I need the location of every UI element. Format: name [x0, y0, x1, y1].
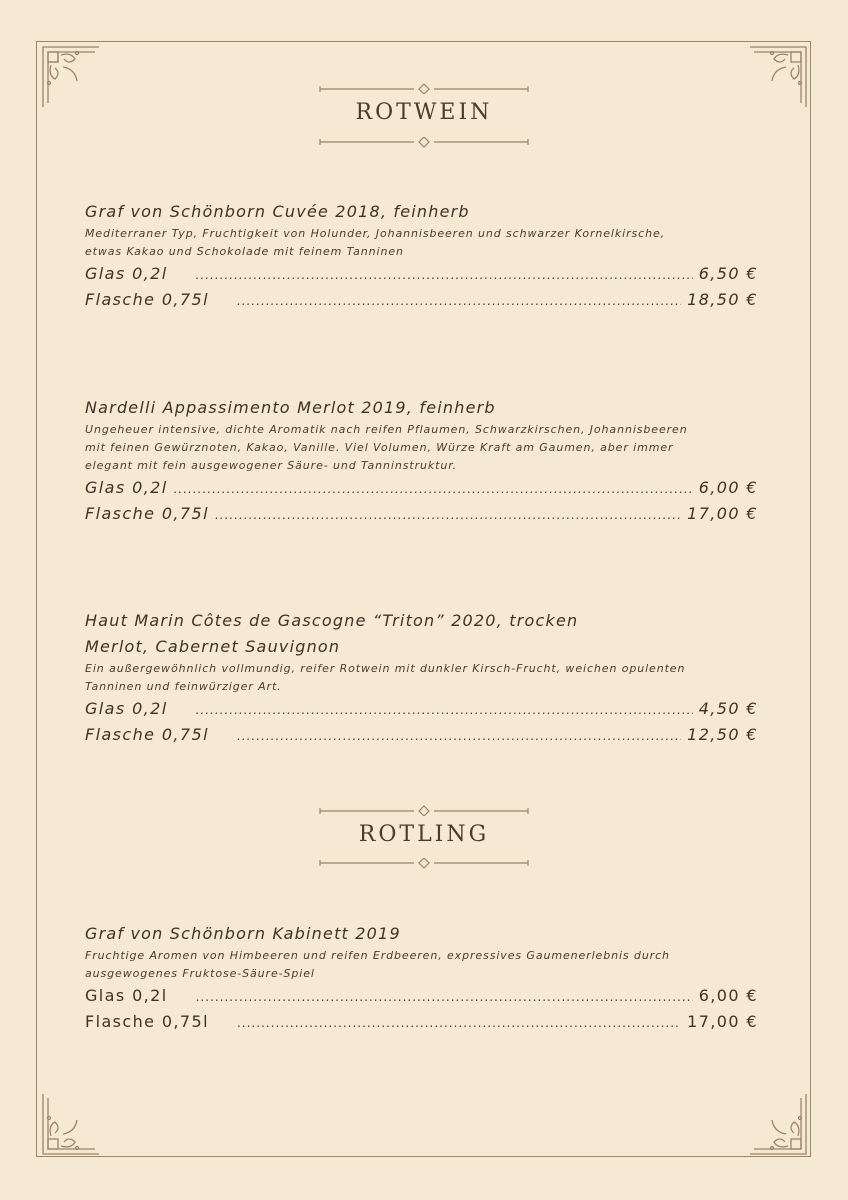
wine-name: Nardelli Appassimento Merlot 2019, feinherb [85, 398, 496, 417]
price-row-glass [85, 983, 758, 1009]
description-line: Tanninen und feinwürziger Art. [85, 680, 282, 693]
serving-label: Flasche 0,75l [85, 1012, 209, 1031]
wine-name: Haut Marin Côtes de Gascogne “Triton” 2020, trocken [85, 611, 579, 630]
wine-name: Graf von Schönborn Cuvée 2018, feinherb [85, 202, 470, 221]
price-row-bottle [85, 501, 758, 527]
price-value: 17,00 € [687, 504, 758, 523]
leader-dots [237, 288, 681, 314]
wine-description [85, 421, 765, 475]
serving-label: Glas 0,2l [85, 264, 168, 283]
wine-description [85, 660, 765, 696]
description-line: Mediterraner Typ, Fruchtigkeit von Holunder, Johannisbeeren und schwarzer Kornelkirsche, [85, 227, 666, 240]
description-line: Ein außergewöhnlich vollmundig, reifer Rotwein mit dunkler Kirsch-Frucht, weichen opulenten [85, 662, 686, 675]
serving-label: Glas 0,2l [85, 478, 168, 497]
serving-label: Flasche 0,75l [85, 290, 209, 309]
corner-ornament-bottom-right [746, 1090, 808, 1156]
leader-dots [196, 262, 693, 288]
section-title: ROTLING [358, 822, 490, 847]
divider-ornament-top [318, 804, 530, 816]
price-row-bottle [85, 722, 758, 748]
price-row-bottle [85, 1009, 758, 1035]
description-line: ausgewogenes Fruktose-Säure-Spiel [85, 967, 315, 980]
price-value: 4,50 € [698, 699, 758, 718]
serving-label: Glas 0,2l [85, 986, 168, 1005]
price-value: 6,00 € [698, 478, 758, 497]
price-value: 6,00 € [698, 986, 758, 1005]
divider-ornament-top [318, 82, 530, 94]
description-line: elegant mit fein ausgewogener Säure- und Tanninstruktur. [85, 459, 458, 472]
serving-label: Flasche 0,75l [85, 504, 209, 523]
price-row-glass [85, 696, 758, 722]
wine-description [85, 225, 765, 261]
description-line: mit feinen Gewürznoten, Kakao, Vanille. Viel Volumen, Würze Kraft am Gaumen, aber immer [85, 441, 674, 454]
wine-name: Graf von Schönborn Kabinett 2019 [85, 924, 401, 943]
leader-dots [237, 1010, 681, 1036]
description-line: Fruchtige Aromen von Himbeeren und reifen Erdbeeren, expressives Gaumenerlebnis durch [85, 949, 670, 962]
leader-dots [215, 502, 681, 528]
divider-ornament-bottom [318, 858, 530, 870]
leader-dots [237, 723, 681, 749]
section-title: ROTWEIN [355, 100, 493, 125]
wine-item [85, 395, 765, 527]
divider-ornament-bottom [318, 137, 530, 149]
wine-item [85, 199, 765, 313]
price-value: 6,50 € [698, 264, 758, 283]
wine-description [85, 947, 765, 983]
corner-ornament-bottom-left [41, 1090, 103, 1156]
price-value: 17,00 € [687, 1012, 758, 1031]
price-row-glass [85, 475, 758, 501]
serving-label: Flasche 0,75l [85, 725, 209, 744]
wine-item [85, 921, 765, 1035]
price-value: 18,50 € [687, 290, 758, 309]
description-line: Ungeheuer intensive, dichte Aromatik nach reifen Pflaumen, Schwarzkirschen, Johannisbeeren [85, 423, 688, 436]
leader-dots [196, 697, 693, 723]
leader-dots [196, 984, 693, 1010]
price-row-glass [85, 261, 758, 287]
wine-grapes: Merlot, Cabernet Sauvignon [85, 637, 341, 656]
serving-label: Glas 0,2l [85, 699, 168, 718]
price-value: 12,50 € [687, 725, 758, 744]
leader-dots [174, 476, 693, 502]
wine-item [85, 608, 765, 748]
price-row-bottle [85, 287, 758, 313]
description-line: etwas Kakao und Schokolade mit feinem Tanninen [85, 245, 404, 258]
